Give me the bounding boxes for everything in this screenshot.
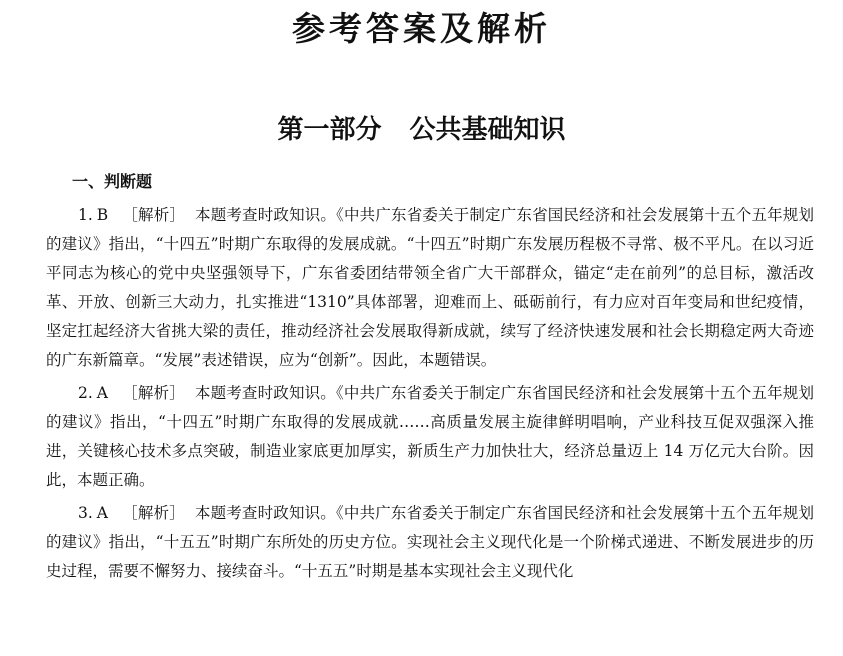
analysis-text: 本题考查时政知识。《中共广东省委关于制定广东省国民经济和社会发展第十五个五年规划的建议》指出，“十四五”时期广东取得的发展成就……高质量发展主旋律鲜明唱响，产业科技互促双强深入推进，关键核心技术多点突破，制造业家底更加厚实，新质生产力加快壮大，经济总量迈上 14 万亿元大台阶。因此，本题正确。: [46, 384, 814, 489]
answer-item-3: [46, 499, 814, 586]
answer-list: [46, 201, 814, 586]
analysis-text: 本题考查时政知识。《中共广东省委关于制定广东省国民经济和社会发展第十五个五年规划的建议》指出，“十四五”时期广东取得的发展成就。“十四五”时期广东发展历程极不寻常、极不平凡。在以习近平同志为核心的党中央坚强领导下，广东省委团结带领全省广大干部群众，锚定“走在前列”的总目标，激活改革、开放、创新三大动力，扎实推进“1310”具体部署，迎难而上、砥砺前行，有力应对百年变局和世纪疫情，坚定扛起经济大省挑大梁的责任，推动经济社会发展取得新成就，续写了经济快速发展和社会长期稳定两大奇迹的广东新篇章。“发展”表述错误，应为“创新”。因此，本题错误。: [46, 206, 814, 369]
answer-choice: A: [96, 384, 108, 402]
page-title: 参考答案及解析: [292, 9, 551, 48]
analysis-tag: ［解析］: [122, 384, 185, 402]
answer-number: 3.: [78, 504, 93, 522]
analysis-tag: ［解析］: [122, 206, 186, 224]
answer-number: 2.: [78, 384, 93, 402]
answer-choice: B: [96, 206, 109, 224]
answer-choice: A: [96, 504, 108, 522]
part-name: 公共基础知识: [409, 115, 566, 145]
section-heading: 一、判断题: [72, 172, 153, 191]
part-label: 第一部分: [277, 115, 382, 145]
part-heading: [0, 110, 843, 150]
answer-item-1: [46, 201, 814, 375]
analysis-text: 本题考查时政知识。《中共广东省委关于制定广东省国民经济和社会发展第十五个五年规划的建议》指出，“十五五”时期广东所处的历史方位。实现社会主义现代化是一个阶梯式递进、不断发展进步的历史过程，需要不懈努力、接续奋斗。“十五五”时期是基本实现社会主义现代化: [46, 504, 814, 580]
answer-number: 1.: [78, 206, 93, 224]
analysis-tag: ［解析］: [122, 504, 185, 522]
answer-item-2: [46, 379, 814, 495]
